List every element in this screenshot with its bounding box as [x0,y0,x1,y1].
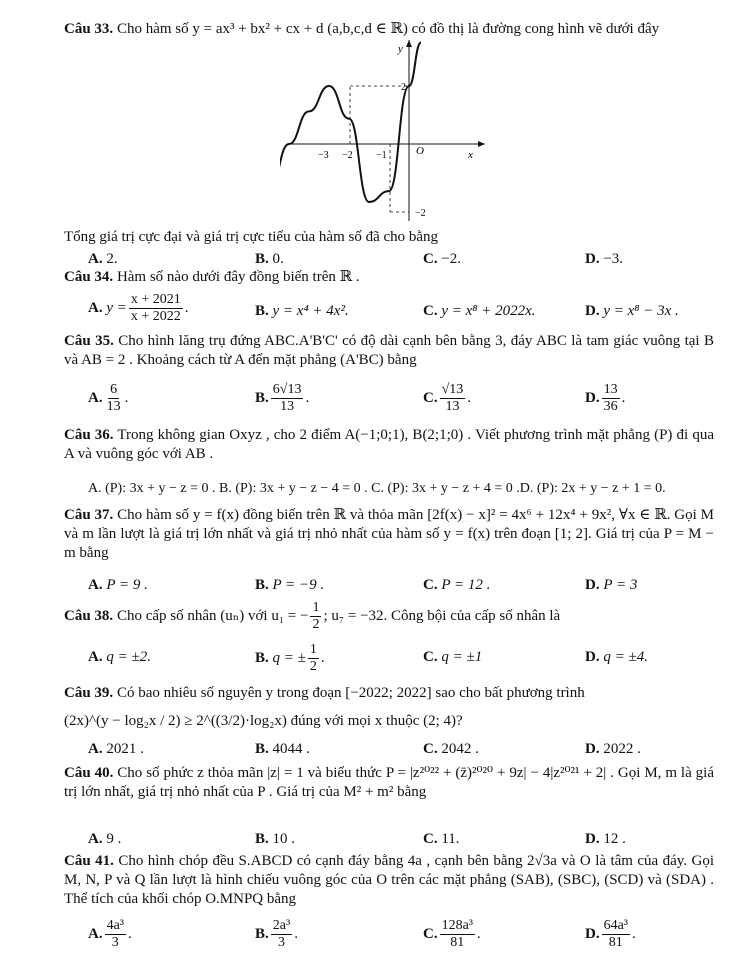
option-c[interactable]: C. 11. [423,831,460,847]
option-c[interactable]: C. $\frac{\text{128a³}}{81}$ . [423,918,481,950]
question-41: Câu 41. Cho hình chóp đều S.ABCD có cạnh đáy bằng 4a , cạnh bên bằng 2√3a và O là tâm của đáy. Gọi M, N, P và Q lần lượt là hình chiếu vuông góc của O trên các mặt phẳng (SAB), (SBC), (SCD) và (SDA) . Thể tích của khối chóp O.MNPQ bằng [64,853,715,907]
option-a[interactable]: A. 9 . [88,831,122,847]
y-tick-label: 2 [401,82,406,93]
y-axis-label: y [398,43,403,55]
x-axis-arrow-icon [478,141,485,147]
question-37: Câu 37. Cho hàm số y = f(x) đồng biến trên ℝ và thỏa mãn [2f(x) − x]² = 4x⁶ + 12x⁴ + 9x², ∀x ∈ ℝ. Gọi M và m lần lượt là giá trị lớn nhất và giá trị nhỏ nhất của hàm số y = f(x) trên đoạn [1; 2]. Giá trị của P = M − m bằng [64,507,714,561]
option-c[interactable]: C. $\frac{√13}{13}$ . [423,382,472,414]
option-a[interactable]: A. P = 9 . [88,577,148,593]
x-tick-label: −2 [342,150,353,161]
question-33-prompt [64,228,714,247]
option-d[interactable]: D. 2022 . [585,741,641,757]
option-b[interactable]: B. q = ± $\frac{1}{2}$ . [255,642,325,674]
answer-options-36[interactable]: A. (P): 3x + y − z = 0 . B. (P): 3x + y − z − 4 = 0 . C. (P): 3x + y − z + 4 = 0 .D. (P): 2x + y − z + 1 = 0. [88,481,666,496]
answer-options-41 [88,918,720,958]
option-a[interactable]: A. y = $\frac{x + 2021}{x + 2022}$ . [88,292,189,324]
option-c[interactable]: C. q = ±1 [423,649,483,665]
option-d[interactable]: D. $\frac{\text{64a³}}{81}$ . [585,918,636,950]
option-a[interactable]: A. 2021 . [88,741,144,757]
question-text: Tổng giá trị cực đại và giá trị cực tiểu của hàm số đã cho bằng [64,229,439,245]
answer-options-35 [88,382,720,422]
option-b[interactable]: B. $\frac{\text{2a³}}{3}$ . [255,918,298,950]
option-d[interactable]: D. q = ±4. [585,649,648,665]
x-tick-label: −1 [376,150,387,161]
cubic-graph [280,36,490,226]
option-c[interactable]: C. 2042 . [423,741,479,757]
option-a[interactable]: A. q = ±2. [88,649,151,665]
option-a[interactable]: A. 2. [88,251,118,267]
answer-options-34 [88,292,720,332]
option-b[interactable]: B. $\frac{6√13}{13}$ . [255,382,310,414]
option-b[interactable]: B. P = −9 . [255,577,325,593]
answer-options-38 [88,642,720,682]
question-35: Câu 35. Cho hình lăng trụ đứng ABC.A'B'C' có độ dài cạnh bên bằng 3, đáy ABC là tam giác vuông tại B và AB = 2 . Khoảng cách từ A đến mặt phẳng (A'BC) bằng [64,333,714,368]
option-a[interactable]: A. $\frac{6}{13}$ . [88,382,129,414]
option-d[interactable]: D. −3. [585,251,624,267]
question-39-formula: (2x)^(y − log₂x / 2) ≥ 2^((3/2)·log₂x) đúng với mọi x thuộc (2; 4)? [64,713,463,729]
option-b[interactable]: B. 4044 . [255,741,311,757]
option-c[interactable]: C. P = 12 . [423,577,491,593]
option-d[interactable]: D. $\frac{13}{36}$ . [585,382,626,414]
question-34: Câu 34. Hàm số nào dưới đây đồng biến trên ℝ . [64,269,360,285]
option-d[interactable]: D. y = x⁸ − 3x . [585,303,679,319]
question-36: Câu 36. Trong không gian Oxyz , cho 2 điểm A(−1;0;1), B(2;1;0) . Viết phương trình mặt phẳng (P) đi qua A và vuông góc với AB . [64,427,714,462]
question-39: Câu 39. Có bao nhiêu số nguyên y trong đoạn [−2022; 2022] sao cho bất phương trình [64,685,585,701]
question-40: Câu 40. Cho số phức z thỏa mãn |z| = 1 và biểu thức P = |z²⁰²² + (z̄)²⁰²⁰ + 9z| − 4|z²⁰²¹ + 2| . Gọi M, m là giá trị lớn nhất, giá trị nhỏ nhất của P . Giá trị của M² + m² bằng [64,765,714,800]
option-c[interactable]: C. −2. [423,251,462,267]
option-a[interactable]: A. $\frac{\text{4a³}}{3}$ . [88,918,132,950]
question-number: Câu 33. [64,21,114,37]
y-tick-label: −2 [415,208,426,219]
option-b[interactable]: B. 10 . [255,831,296,847]
function-curve [280,43,421,203]
option-b[interactable]: B. 0. [255,251,284,267]
question-38: Câu 38. Cho cấp số nhân (uₙ) với u₁ = − $\frac{1}{2}$ ; u₇ = −32. Công bội của cấp số nhân là [64,600,561,632]
option-c[interactable]: C. y = x⁸ + 2022x. [423,303,536,319]
option-d[interactable]: D. 12 . [585,831,626,847]
origin-label: O [416,145,424,157]
y-axis-arrow-icon [406,40,412,47]
question-text: Cho hàm số y = ax³ + bx² + cx + d (a,b,c,d ∈ ℝ) có đồ thị là đường cong hình vẽ dưới đây [116,21,660,37]
x-axis-label: x [468,149,473,161]
option-d[interactable]: D. P = 3 [585,577,638,593]
x-tick-label: −3 [318,150,329,161]
option-b[interactable]: B. y = x⁴ + 4x². [255,303,349,319]
